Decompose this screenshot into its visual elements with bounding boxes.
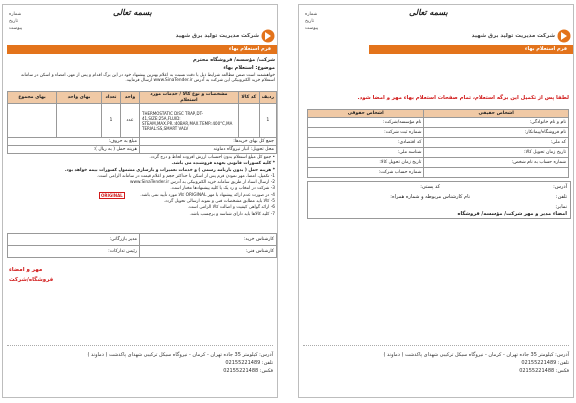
freight-cost: هزینه حمل ( به ریال ): xyxy=(8,146,140,154)
signature-note: امضاء مدیر و مهر شرکت/ مؤسسه/ فروشگاه xyxy=(457,211,567,217)
footer-fax: فکس: 02155221488 xyxy=(519,368,569,374)
note-2: * کلیه کسورات قانونی بعهده فروشنده می باشد. xyxy=(171,161,275,167)
company-name-b: شرکت مدیریت تولید برق شهید xyxy=(175,33,259,39)
heading-handwritten: بسمه تعالی xyxy=(409,7,448,17)
words-label: مبلغ به حروف: xyxy=(8,138,140,146)
form-banner: فرم استعلام بهاء xyxy=(369,45,573,54)
header-natural-persons: اشخاص حقیقی xyxy=(424,110,569,118)
meta-attachment-b: پیوست xyxy=(9,26,23,31)
field-delivery-date-co[interactable]: تاریخ زمان تحویل کالا: xyxy=(308,158,424,168)
company-logo-icon xyxy=(557,29,571,43)
footer-fax-b: فکس: 02155221488 xyxy=(223,368,273,374)
desc-line-3: TERIAL:SS,SMART VALV xyxy=(142,125,189,131)
label-address: آدرس: xyxy=(553,184,567,190)
meta-number-b: شماره xyxy=(9,12,22,17)
footer-phone: تلفن: 02155221489 xyxy=(521,360,569,366)
price-inquiry-sheet xyxy=(2,4,278,398)
field-national-code[interactable]: کد ملی: xyxy=(424,138,569,148)
greeting: شرکت/ مؤسسه/ فروشگاه محترم xyxy=(192,57,275,63)
footer-address: آدرس: کیلومتر 35 جاده تهران - کرمان - نیروگاه سیکل ترکیبی شهدای پاکدشت ( دماوند ) xyxy=(383,352,569,358)
cell-description xyxy=(140,104,239,138)
notes-list xyxy=(7,155,275,218)
address-box xyxy=(307,181,571,219)
col-code: کد کالا xyxy=(238,92,259,104)
sum-label: جمع کل بهای خریدها: xyxy=(140,138,277,146)
col-unit-price: بهای واحد xyxy=(57,92,102,104)
label-contact: نام کارشناس مربوطه و شماره همراه: xyxy=(390,194,470,200)
page-contact-form xyxy=(298,4,574,398)
approval-table xyxy=(7,233,277,258)
meta-date: تاریخ xyxy=(305,19,314,24)
col-total-price: بهای مجموع xyxy=(8,92,57,104)
heading-handwritten-b: بسمه تعالی xyxy=(113,7,152,17)
field-delivery-date[interactable]: تاریخ زمان تحویل کالا: xyxy=(424,148,569,158)
cell-total-price[interactable] xyxy=(8,104,57,138)
field-empty xyxy=(424,168,569,178)
meta-number: شماره xyxy=(305,12,318,17)
instruction-text: لطفا پس از تکمیل این برگه استعلام، تمام صفحات استعلام بهاء مهر و امضا شود. xyxy=(357,95,569,101)
doc-meta xyxy=(305,11,345,32)
note-7: 4- در صورت عدم ارائه پیشنهاد با مهر ORIGINAL کالا مورد تأیید نمی باشد. xyxy=(140,192,275,198)
delivery-place: محل تحویل: انبار نیروگاه دماوند xyxy=(140,146,277,154)
cell-code xyxy=(238,104,259,138)
label-commercial-manager: مدیر بازرگانی: xyxy=(8,234,140,246)
stamp-line-2: فروشگاه/شرکت xyxy=(9,277,54,283)
note-10: 7- کلیه کالاها باید دارای شناسه و برچسب باشد. xyxy=(189,211,275,217)
note-4: 1- تکمیل، امضا، مهر نمودن فرم پس از اسکن با حداکثر حجم و اعلام قیمت در سامانه الزامی است. xyxy=(97,173,275,179)
note-9: 6- ارائه گواهی کیفیت و اصالت کالا الزامی است. xyxy=(187,205,275,211)
intro-text: خواهشمند است ضمن مطالعه شرایط ذیل با دقت نسبت به اعلام بهترین پیشنهاد خود در این برگ اقدام و پس از مهر، امضاء و اسکن در سامانه استعلام خرید الکترونیکی این شرکت به آدرس www.SinaTender.ir ارسال فرمایید. xyxy=(21,73,275,84)
subject: موضوع: استعلام بهاء xyxy=(223,65,275,71)
note-1: • جمع کل مبلغ استعلام بدون احتساب ارزش افزوده لحاظ و درج گردد. xyxy=(149,155,275,160)
label-phone: تلفن: xyxy=(555,194,567,200)
field-name[interactable]: نام و نام خانوادگی: xyxy=(424,118,569,128)
field-economic-code[interactable]: کد اقتصادی: xyxy=(308,138,424,148)
footer-phone-b: تلفن: 02155221489 xyxy=(225,360,273,366)
note-8: 5- کالا باید مطابق مشخصات فنی و نمونه ارسالی تحویل گردد. xyxy=(163,199,275,205)
cell-row: 1 xyxy=(259,104,276,138)
stamp-line-1: مهر و امضاء xyxy=(9,267,43,273)
desc-line-2: STEAM,MAX.PR.:40BAR,MAX.TEMP.:400°C,MA xyxy=(142,120,233,126)
note-6: 3- شرکت در انتخاب و رد یک یا کلیه پیشنهادها مختار است. xyxy=(170,186,275,192)
items-table xyxy=(7,91,277,154)
original-tag: ORIGINAL xyxy=(101,193,123,198)
desc-line-1: THERMOSTATIC DISC TRAP,DT-41,SIZE:25A,FLUID: xyxy=(142,110,204,121)
note-3: * هزینه حمل ( بدون بارنامه رسمی ) و خدمات تعمیرات و بازسازی مشمول کسورات بیمه خواهد بود. xyxy=(64,167,275,173)
meta-attachment: پیوست xyxy=(305,26,319,31)
company-name: شرکت مدیریت تولید برق شهید xyxy=(471,33,555,39)
table-row xyxy=(8,104,277,138)
field-company-account[interactable]: شماره حساب شرکت: xyxy=(308,168,424,178)
label-tech-expert: کارشناس فنی: xyxy=(140,246,277,258)
company-logo-icon xyxy=(261,29,275,43)
col-qty: تعداد xyxy=(102,92,121,104)
header-legal-entities: اشخاص حقوقی xyxy=(308,110,424,118)
col-unit: واحد xyxy=(121,92,140,104)
label-fax: نمابر: xyxy=(555,204,567,210)
cell-unit: عدد xyxy=(121,104,140,138)
label-buyer-expert: کارشناس خرید: xyxy=(140,234,277,246)
field-reg-number[interactable]: شماره ثبت شرکت: xyxy=(308,128,424,138)
contact-table xyxy=(307,109,569,178)
field-company[interactable]: نام مؤسسه/شرکت: xyxy=(308,118,424,128)
footer-divider-b xyxy=(7,345,273,346)
cell-unit-price[interactable] xyxy=(57,104,102,138)
field-national-id[interactable]: شناسه ملی: xyxy=(308,148,424,158)
cell-qty: 1 xyxy=(102,104,121,138)
col-description: مشخصات و نوع کالا / خدمات مورد استعلام xyxy=(140,92,239,104)
label-procurement-head: رئیس تدارکات: xyxy=(8,246,140,258)
footer-divider xyxy=(303,345,569,346)
field-shop[interactable]: نام فروشگاه/پیمانکار: xyxy=(424,128,569,138)
label-postal: کد پستی: xyxy=(420,184,440,190)
footer-b xyxy=(7,351,273,375)
doc-meta-b xyxy=(9,11,49,32)
form-banner-b: فرم استعلام بهاء xyxy=(7,45,277,54)
note-5: 2- ارسال اسناد از طریق سامانه خرید الکترونیکی به آدرس www.SinaTender.ir xyxy=(129,180,275,186)
footer xyxy=(303,351,569,375)
col-row: ردیف xyxy=(259,92,276,104)
footer-address-b: آدرس: کیلومتر 35 جاده تهران - کرمان - نیروگاه سیکل ترکیبی شهدای پاکدشت ( دماوند ) xyxy=(87,352,273,358)
field-personal-account[interactable]: شماره حساب به نام شخص: xyxy=(424,158,569,168)
meta-date-b: تاریخ xyxy=(9,19,18,24)
